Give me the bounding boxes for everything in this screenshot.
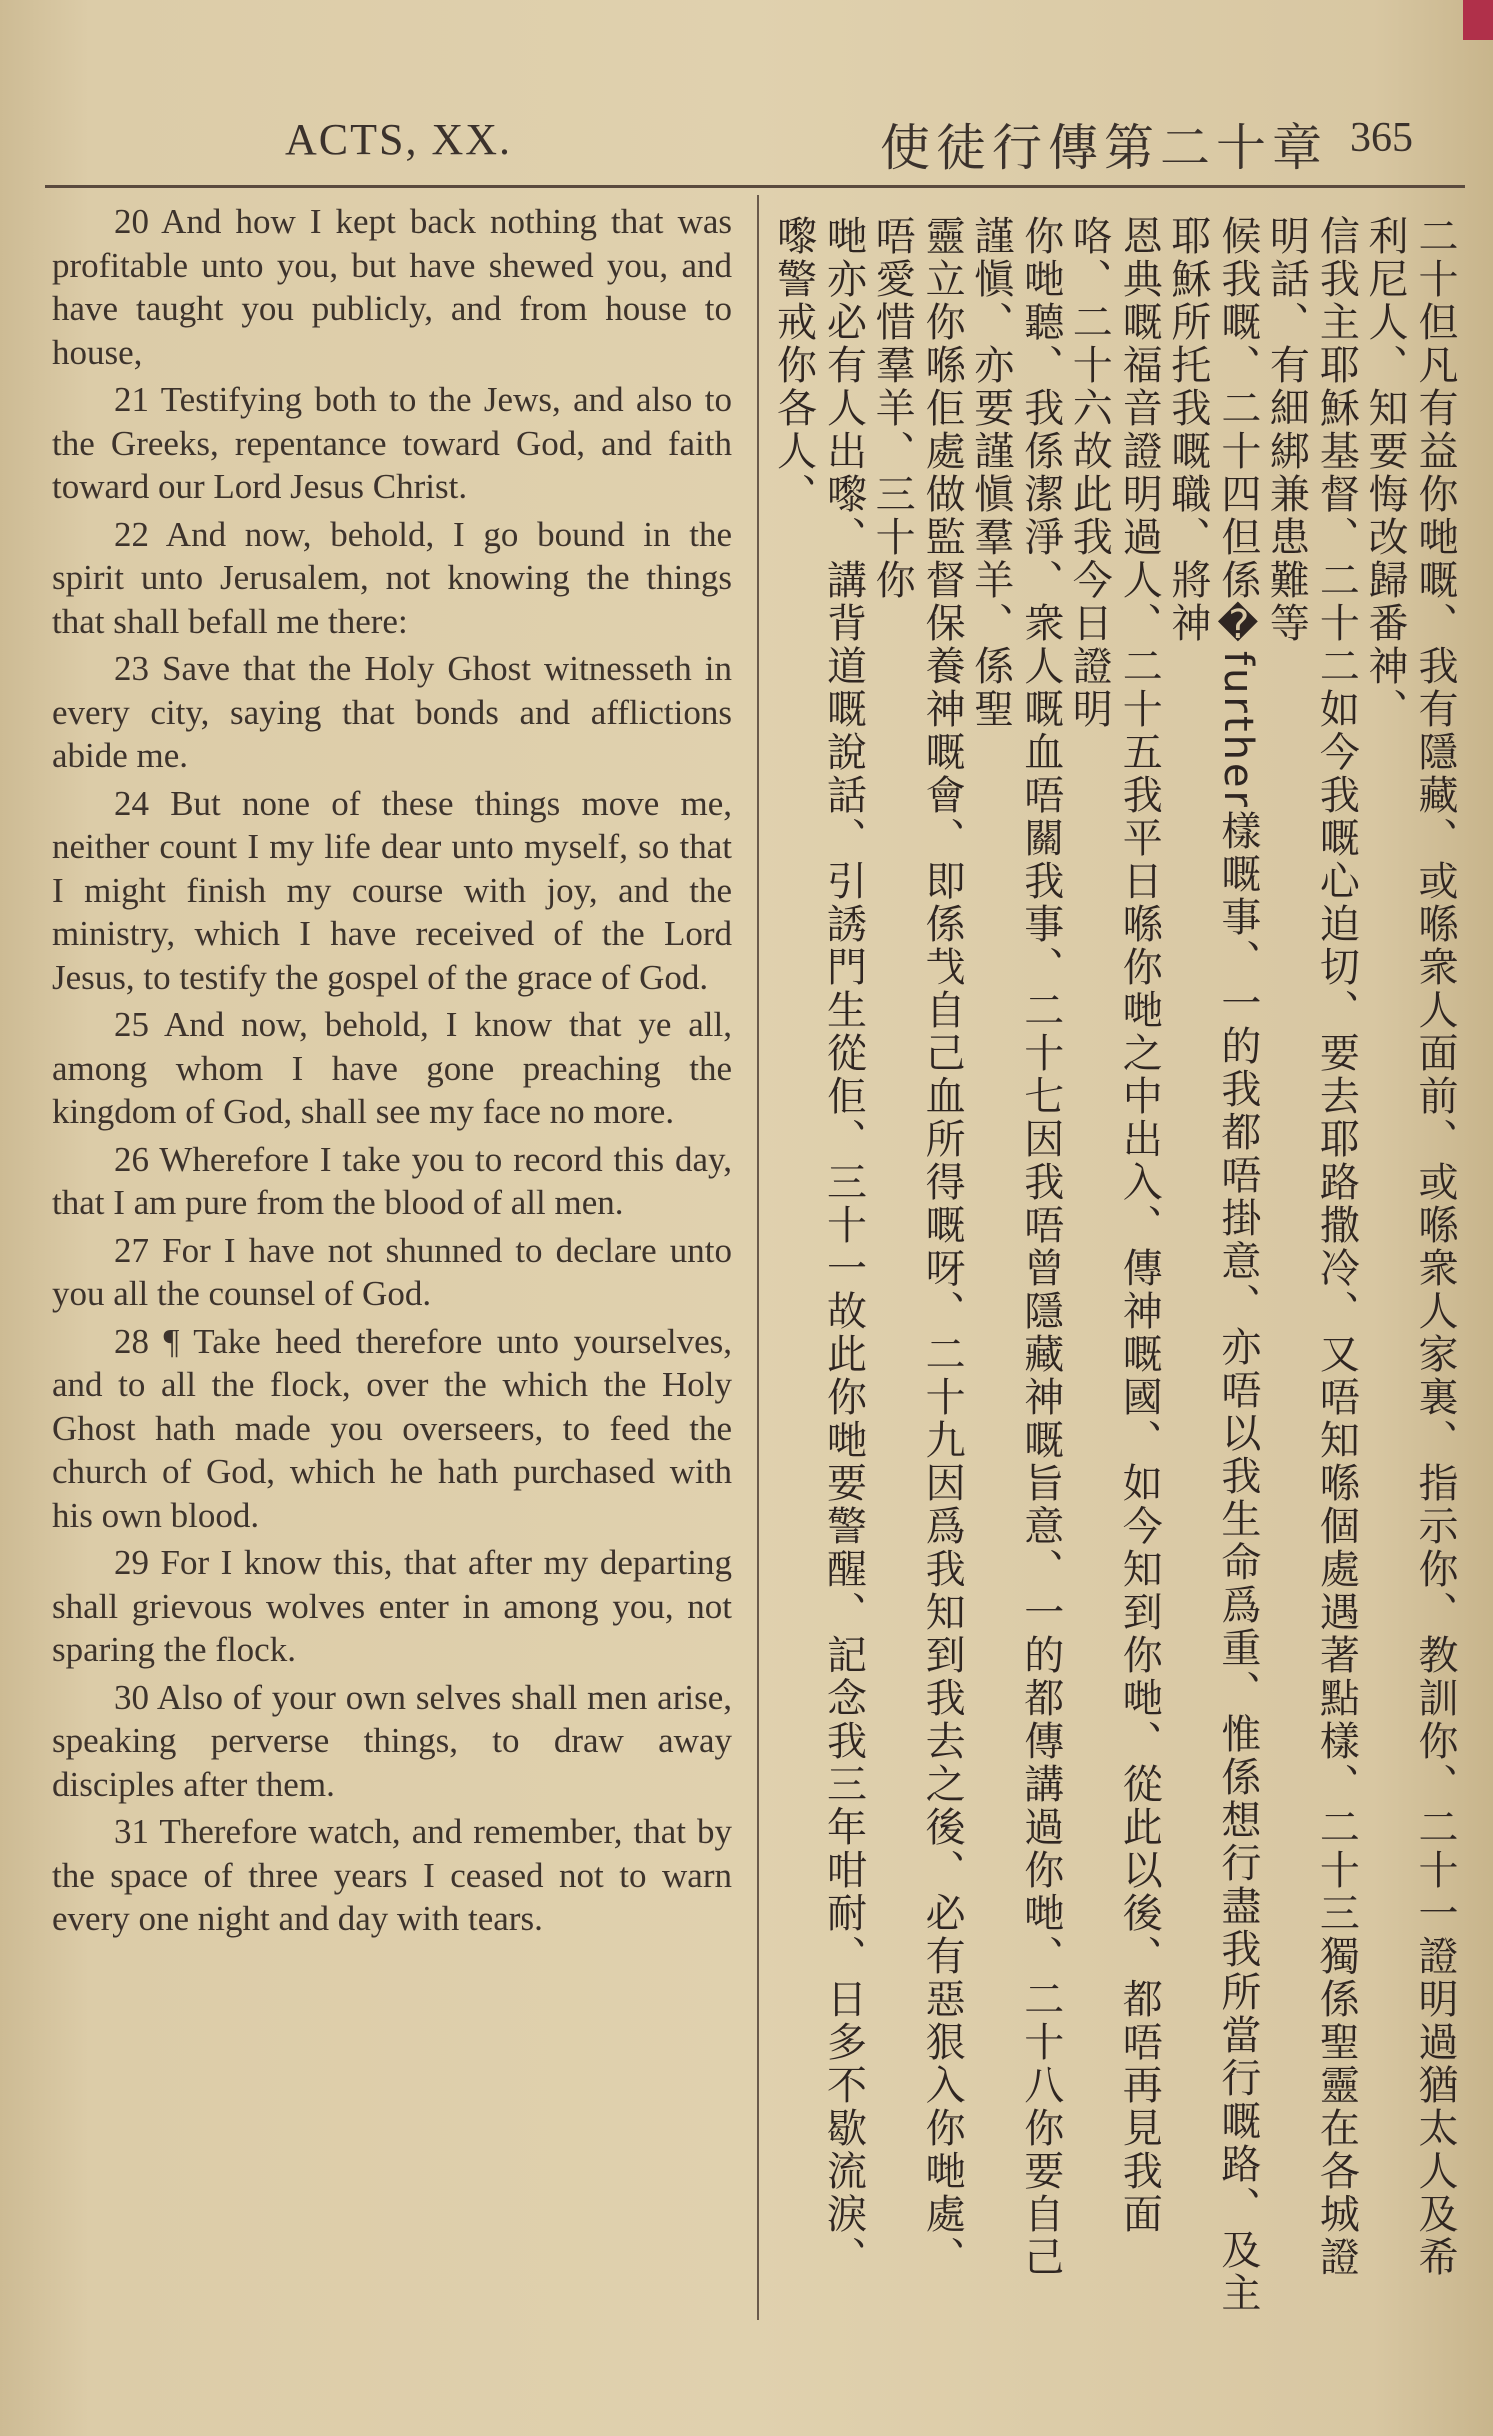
- verse-24: 24 But none of these things move me, neither count I my life dear unto myself, so that I might finish my course with joy, and the ministry, which I have received of the Lord Jesus, to testify the gospel of the grace of God.: [52, 783, 732, 997]
- verse-31: 31 Therefore watch, and remember, that by the space of three years I ceased not to warn every one night and day with tears.: [52, 1812, 732, 1938]
- chinese-column: 候我嘅、二十四但係�further樣嘅事、一的我都唔掛意、亦唔以我生命爲重、惟係想行盡我所當行嘅路、及主耶穌所托我嘅職、將神: [1164, 215, 1261, 2315]
- chinese-column: 靈立你喺佢處做監督保養神嘅會、即係𢦏自己血所得嘅呀、二十九因爲我知到我去之後、必有惡狠入你哋處、唔愛惜羣羊、三十你: [869, 215, 966, 2279]
- chinese-column: 信我主耶穌基督、二十二如今我嘅心迫切、要去耶路撒冷、又唔知喺個處遇著點樣、二十三獨係聖靈在各城證明話、有細綁兼患難等: [1263, 215, 1360, 2279]
- verse-29: 29 For I know this, that after my departing shall grievous wolves enter in among you, not sparing the flock.: [52, 1543, 732, 1669]
- verse-23: 23 Save that the Holy Ghost witnesseth in every city, saying that bonds and afflictions abide me.: [52, 649, 732, 775]
- verse-20: 20 And how I kept back nothing that was profitable unto you, but have shewed you, and have taught you publicly, and from house to house,: [52, 202, 732, 372]
- english-text-column: [52, 200, 732, 1945]
- red-corner-tab: [1463, 0, 1493, 40]
- chinese-column: 哋亦必有人出嚟、講背道嘅說話、引誘門生從佢、三十一故此你哋要警醒、記念我三年咁耐、日多不歇流淚、嚟警戒你各人、: [770, 215, 867, 2279]
- verse-22: 22 And now, behold, I go bound in the spirit unto Jerusalem, not knowing the things that shall befall me there:: [52, 514, 732, 641]
- page-number: 365: [1350, 115, 1413, 161]
- chinese-text-area: [770, 215, 1460, 2315]
- verse-28: 28 ¶ Take heed therefore unto yourselves, and to all the flock, over the which the Holy Ghost hath made you overseers, to feed the church of God, which he hath purchased with his own blood.: [52, 1321, 732, 1535]
- chinese-column: 恩典嘅福音證明過人、二十五我平日喺你哋之中出入、傳神嘅國、如今知到你哋、從此以後、都唔再見我面咯、二十六故此我今日證明: [1066, 215, 1163, 2236]
- verse-30: 30 Also of your own selves shall men arise, speaking perverse things, to draw away disciples after them.: [52, 1677, 732, 1804]
- verse-21: 21 Testifying both to the Jews, and also to the Greeks, repentance toward God, and faith toward our Lord Jesus Christ.: [52, 380, 732, 506]
- verse-27: 27 For I have not shunned to declare unto you all the counsel of God.: [52, 1230, 732, 1313]
- column-divider: [757, 195, 759, 2320]
- chinese-column: 你哋聽、我係潔淨、衆人嘅血唔關我事、二十七因我唔曾隱藏神嘅旨意、一的都傳講過你哋、二十八你要自己謹愼、亦要謹愼羣羊、係聖: [967, 215, 1064, 2279]
- english-running-title: ACTS, XX.: [285, 115, 513, 164]
- verse-25: 25 And now, behold, I know that ye all, among whom I have gone preaching the kingdom of God, shall see my face no more.: [52, 1005, 732, 1131]
- header-rule: [45, 185, 1465, 188]
- chinese-running-title: 使徒行傳第二十章: [880, 119, 1328, 177]
- verse-26: 26 Wherefore I take you to record this day, that I am pure from the blood of all men.: [52, 1139, 732, 1222]
- running-head: [0, 100, 1493, 180]
- chinese-column: 二十但凡有益你哋嘅、我有隱藏、或喺衆人面前、或喺衆人家裏、指示你、教訓你、二十一證明過猶太人及希利尼人、知要悔改歸番神、: [1362, 215, 1458, 2279]
